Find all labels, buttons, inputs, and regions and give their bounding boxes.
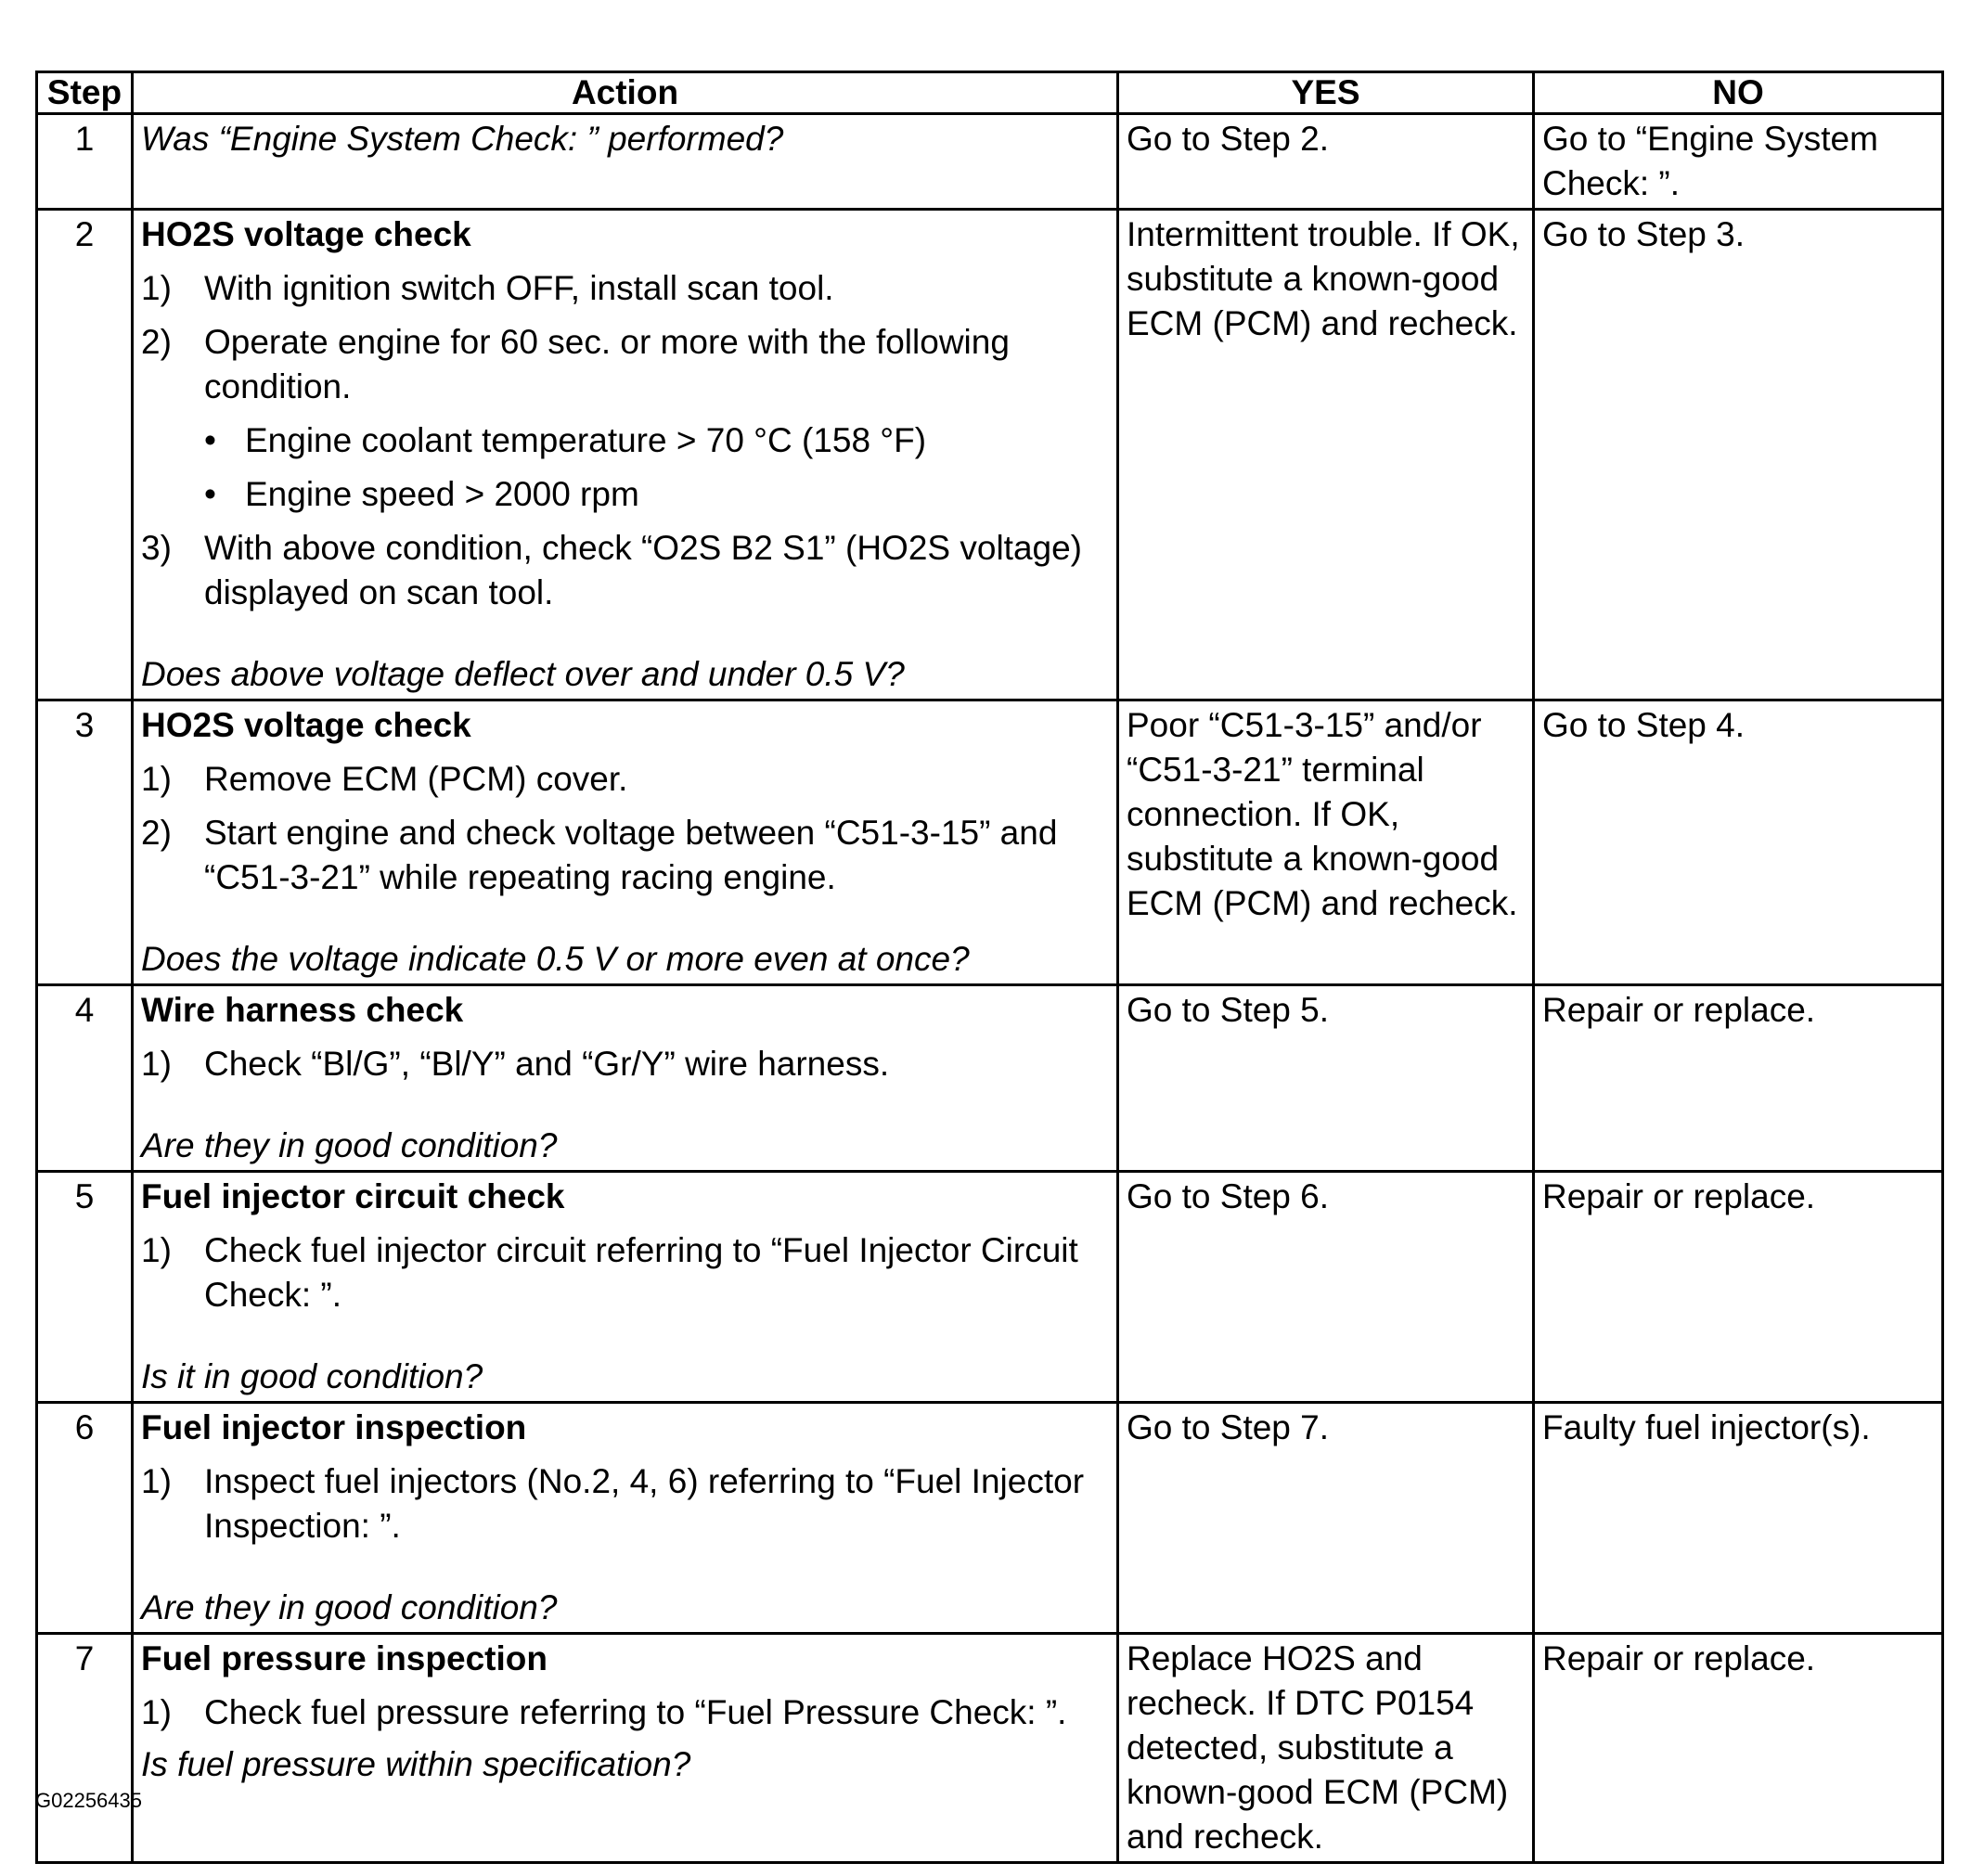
list-item [141, 266, 1109, 311]
yes-cell: Poor “C51-3-15” and/or “C51-3-21” terminal connection. If OK, substitute a known-good ECM (PCM) and recheck. [1118, 700, 1534, 985]
spacer [141, 615, 1109, 652]
no-cell: Faulty fuel injector(s). [1534, 1403, 1943, 1634]
question: Are they in good condition? [141, 1588, 558, 1626]
table-row [37, 700, 1943, 985]
step-number: 2 [37, 210, 133, 700]
header-action: Action [133, 72, 1118, 114]
question: Does above voltage deflect over and under 0.5 V? [141, 655, 905, 693]
table-row [37, 1172, 1943, 1403]
list-item [141, 811, 1109, 900]
check-title: Wire harness check [141, 991, 464, 1029]
yes-cell: Replace HO2S and recheck. If DTC P0154 detected, substitute a known-good ECM (PCM) and recheck. [1118, 1634, 1534, 1863]
header-step: Step [37, 72, 133, 114]
no-cell: Repair or replace. [1534, 985, 1943, 1172]
list-item [141, 757, 1109, 802]
bullet-icon: • [204, 475, 216, 513]
no-cell: Go to Step 3. [1534, 210, 1943, 700]
table-row [37, 210, 1943, 700]
item-text: Inspect fuel injectors (No.2, 4, 6) referring to “Fuel Injector Inspection: ”. [204, 1462, 1085, 1545]
action-cell [133, 1634, 1118, 1863]
header-row [37, 72, 1943, 114]
no-cell: Go to “Engine System Check: ”. [1534, 114, 1943, 210]
no-cell: Repair or replace. [1534, 1634, 1943, 1863]
check-title: HO2S voltage check [141, 706, 471, 744]
item-number: 1) [141, 1693, 172, 1731]
table-row [37, 1634, 1943, 1863]
yes-cell: Intermittent trouble. If OK, substitute a known-good ECM (PCM) and recheck. [1118, 210, 1534, 700]
item-text: Start engine and check voltage between “C51-3-15” and “C51-3-21” while repeating racing engine. [204, 814, 1058, 896]
spacer [141, 900, 1109, 937]
header-no: NO [1534, 72, 1943, 114]
item-text: Remove ECM (PCM) cover. [204, 760, 628, 798]
question: Are they in good condition? [141, 1126, 558, 1164]
table-row [37, 1403, 1943, 1634]
yes-cell: Go to Step 7. [1118, 1403, 1534, 1634]
action-cell [133, 210, 1118, 700]
list-item [141, 1690, 1109, 1735]
step-number: 5 [37, 1172, 133, 1403]
question: Is fuel pressure within specification? [141, 1745, 691, 1783]
diagnostic-table [35, 71, 1944, 1864]
item-text: With above condition, check “O2S B2 S1” (HO2S voltage) displayed on scan tool. [204, 529, 1082, 611]
yes-cell: Go to Step 2. [1118, 114, 1534, 210]
bullet-text: Engine coolant temperature > 70 °C (158 °F) [245, 421, 927, 459]
table-row [37, 114, 1943, 210]
item-text: With ignition switch OFF, install scan tool. [204, 269, 834, 307]
item-text: Check fuel injector circuit referring to “Fuel Injector Circuit Check: ”. [204, 1231, 1078, 1314]
table-row [37, 985, 1943, 1172]
item-text: Operate engine for 60 sec. or more with the following condition. [204, 323, 1010, 405]
item-number: 2) [141, 814, 172, 852]
list-item [141, 1042, 1109, 1086]
question: Does the voltage indicate 0.5 V or more even at once? [141, 940, 970, 978]
action-cell [133, 700, 1118, 985]
item-number: 1) [141, 269, 172, 307]
item-number: 1) [141, 760, 172, 798]
no-cell: Go to Step 4. [1534, 700, 1943, 985]
spacer [141, 1735, 1109, 1742]
step-number: 7 [37, 1634, 133, 1863]
bullet-item [141, 418, 1109, 463]
header-yes: YES [1118, 72, 1534, 114]
bullet-item [141, 472, 1109, 517]
list-item [141, 320, 1109, 409]
item-text: Check fuel pressure referring to “Fuel Pressure Check: ”. [204, 1693, 1067, 1731]
action-cell [133, 1403, 1118, 1634]
spacer [141, 1548, 1109, 1586]
item-number: 1) [141, 1462, 172, 1500]
list-item [141, 1228, 1109, 1317]
bullet-text: Engine speed > 2000 rpm [245, 475, 639, 513]
check-title: HO2S voltage check [141, 215, 471, 253]
step-number: 6 [37, 1403, 133, 1634]
check-title: Fuel pressure inspection [141, 1639, 548, 1677]
bullet-icon: • [204, 421, 216, 459]
action-cell [133, 1172, 1118, 1403]
step-number: 1 [37, 114, 133, 210]
action-cell [133, 114, 1118, 210]
item-number: 1) [141, 1045, 172, 1083]
figure-code: G02256435 [35, 1789, 142, 1812]
no-cell: Repair or replace. [1534, 1172, 1943, 1403]
step-number: 4 [37, 985, 133, 1172]
check-title: Fuel injector circuit check [141, 1177, 565, 1215]
check-title: Fuel injector inspection [141, 1408, 527, 1446]
action-cell [133, 985, 1118, 1172]
spacer [141, 1317, 1109, 1355]
list-item [141, 1459, 1109, 1548]
question: Was “Engine System Check: ” performed? [141, 120, 784, 158]
item-text: Check “Bl/G”, “Bl/Y” and “Gr/Y” wire harness. [204, 1045, 890, 1083]
spacer [141, 1086, 1109, 1124]
step-number: 3 [37, 700, 133, 985]
item-number: 2) [141, 323, 172, 361]
question: Is it in good condition? [141, 1357, 483, 1395]
list-item [141, 526, 1109, 615]
item-number: 3) [141, 529, 172, 567]
yes-cell: Go to Step 6. [1118, 1172, 1534, 1403]
item-number: 1) [141, 1231, 172, 1269]
yes-cell: Go to Step 5. [1118, 985, 1534, 1172]
